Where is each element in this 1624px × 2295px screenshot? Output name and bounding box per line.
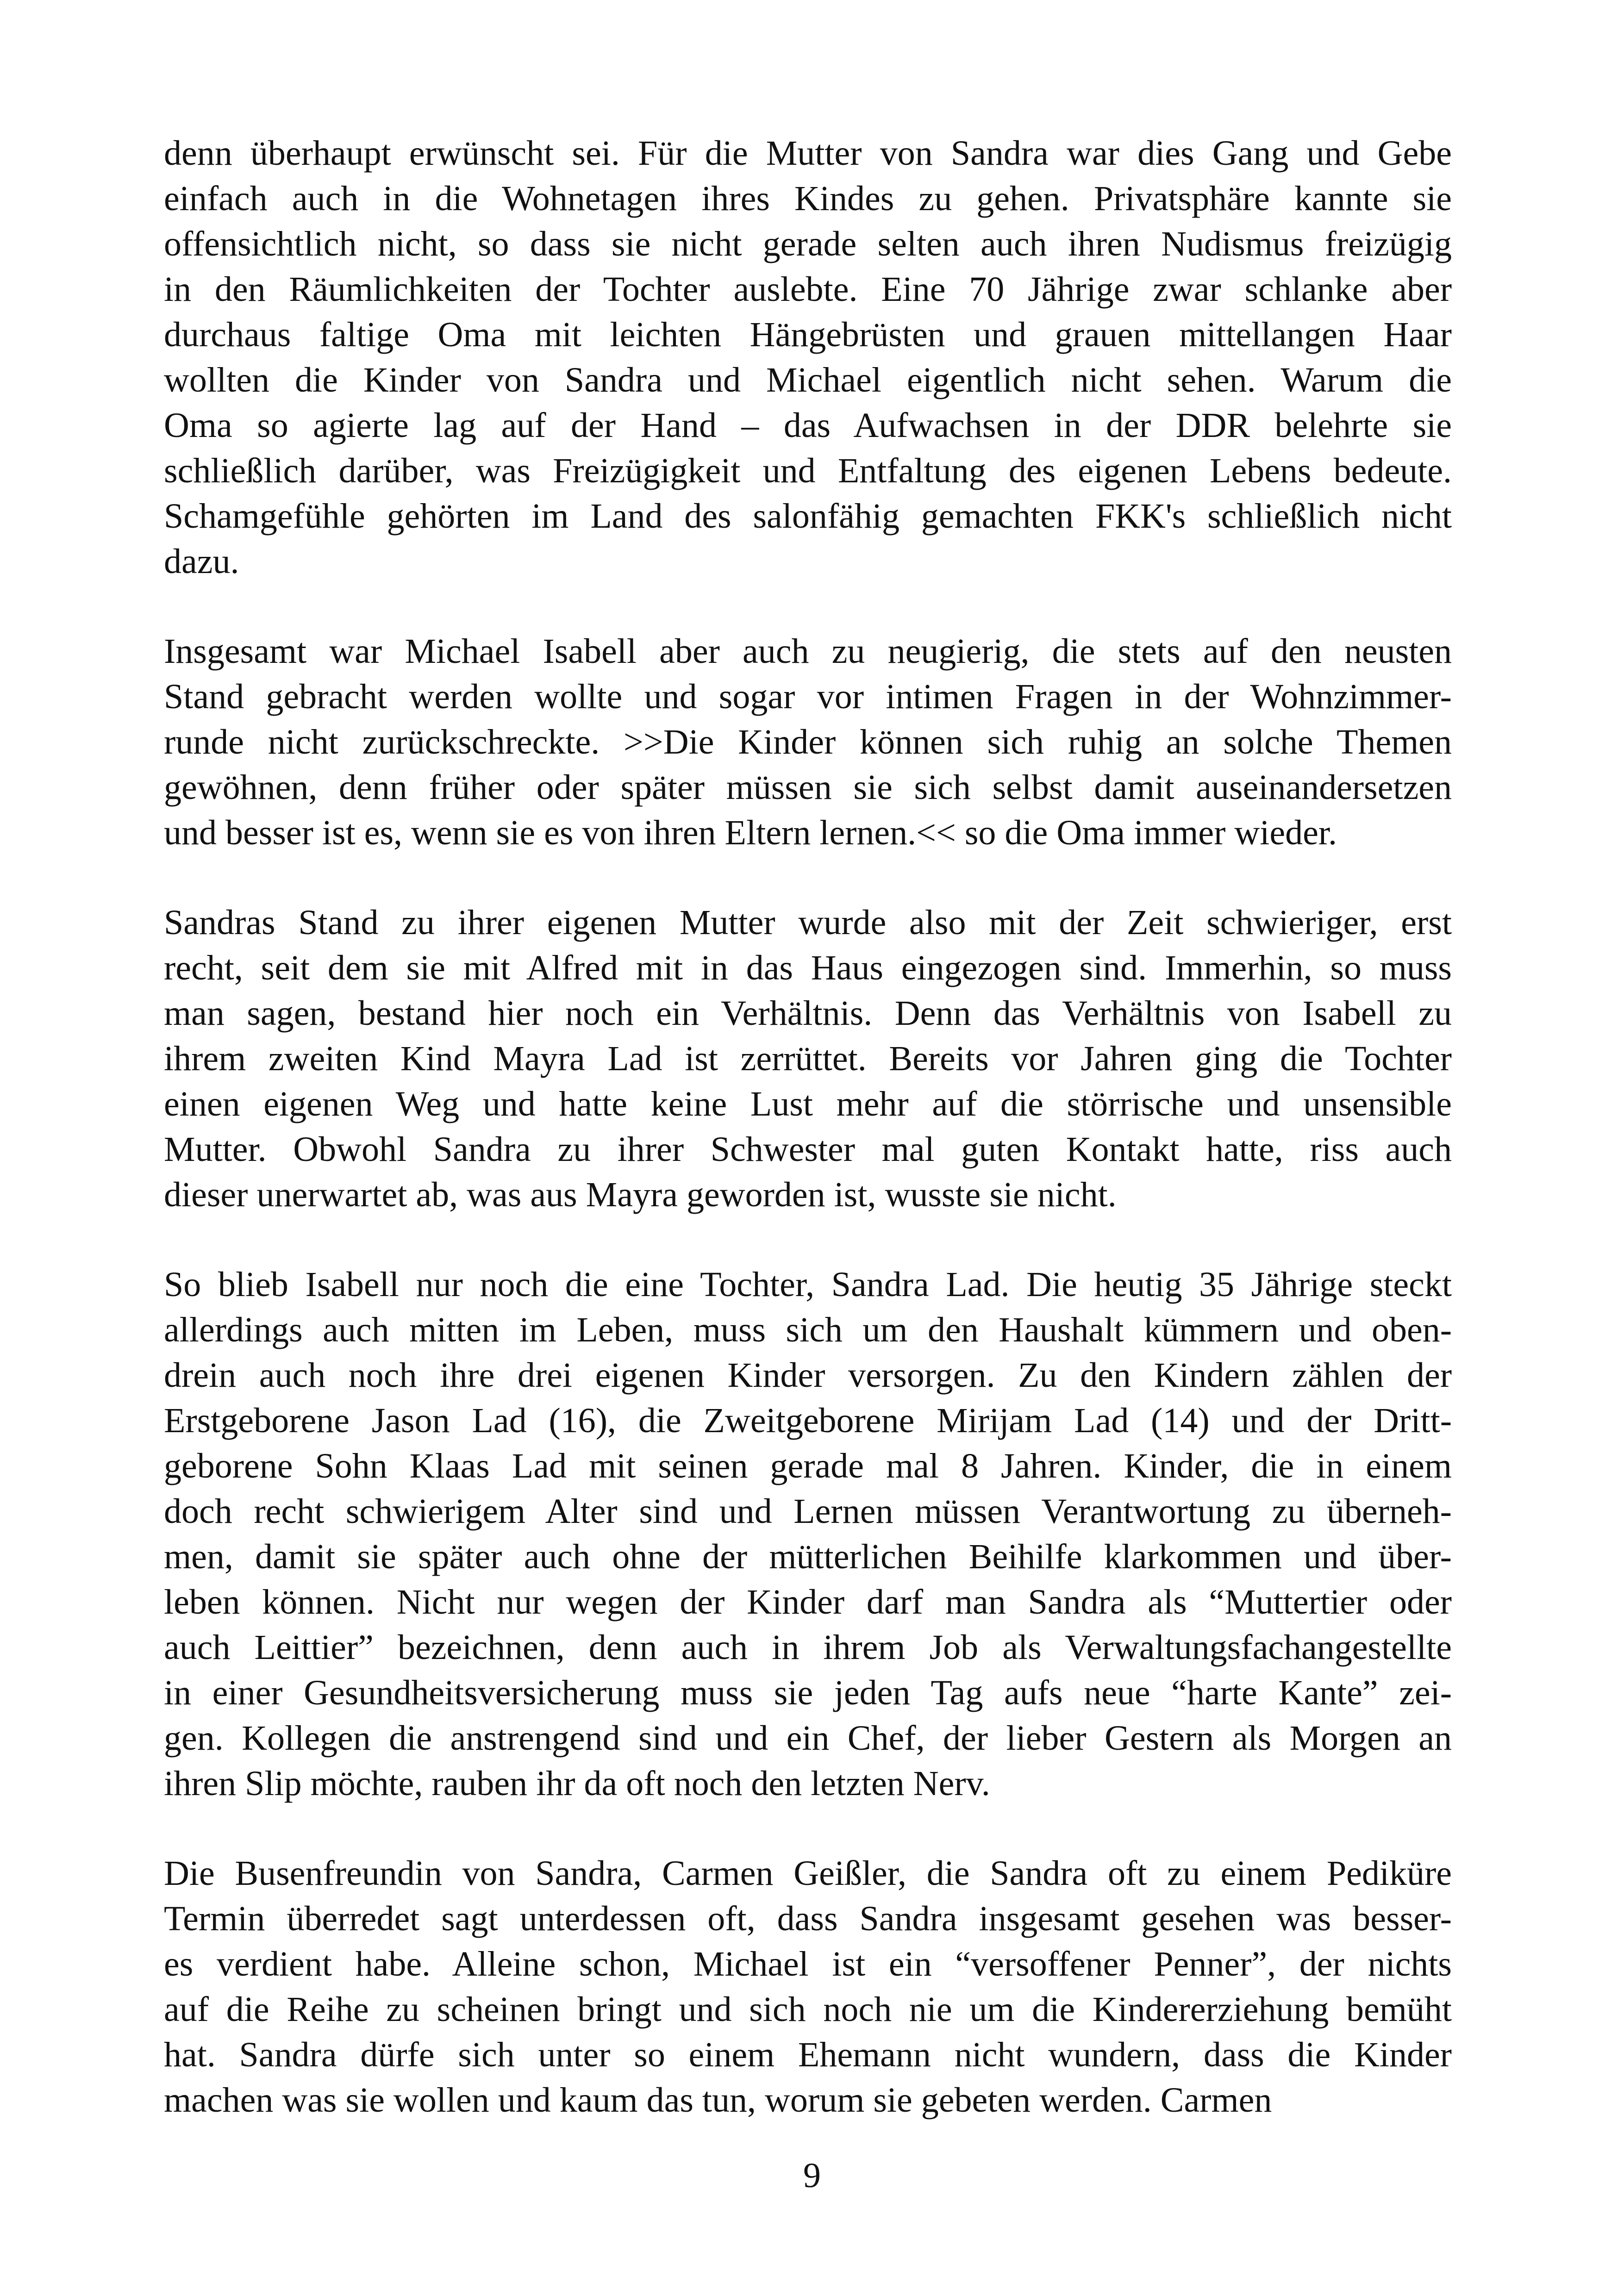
paragraph [164,900,1452,1217]
paragraph [164,629,1452,855]
text-line: Oma so agierte lag auf der Hand – das Aufwachsen in der DDR belehrte sie [164,406,1452,445]
text-line: gen. Kollegen die anstrengend sind und ein Chef, der lieber Gestern als Morgen an [164,1719,1452,1758]
paragraph [164,131,1452,584]
text-line: durchaus faltige Oma mit leichten Hängebrüsten und grauen mittellangen Haar [164,315,1452,354]
text-line: allerdings auch mitten im Leben, muss sich um den Haushalt kümmern und oben- [164,1310,1452,1349]
text-line: einen eigenen Weg und hatte keine Lust mehr auf die störrische und unsensible [164,1085,1452,1123]
text-line: auf die Reihe zu scheinen bringt und sich noch nie um die Kindererziehung bemüht [164,1990,1452,2029]
text-line: in den Räumlichkeiten der Tochter auslebte. Eine 70 Jährige zwar schlanke aber [164,270,1452,309]
text-line: offensichtlich nicht, so dass sie nicht gerade selten auch ihren Nudismus freizügig [164,225,1452,263]
text-line: auch Leittier” bezeichnen, denn auch in ihrem Job als Verwaltungsfachangestellte [164,1628,1452,1667]
text-line: man sagen, bestand hier noch ein Verhältnis. Denn das Verhältnis von Isabell zu [164,994,1452,1033]
text-line: Die Busenfreundin von Sandra, Carmen Geißler, die Sandra oft zu einem Pediküre [164,1854,1452,1893]
body-text [164,131,1452,2167]
text-line: wollten die Kinder von Sandra und Michael eigentlich nicht sehen. Warum die [164,361,1452,399]
text-line: einfach auch in die Wohnetagen ihres Kindes zu gehen. Privatsphäre kannte sie [164,179,1452,218]
text-line: runde nicht zurückschreckte. >>Die Kinder können sich ruhig an solche Themen [164,723,1452,761]
text-line: Erstgeborene Jason Lad (16), die Zweitgeborene Mirijam Lad (14) und der Dritt- [164,1401,1452,1440]
text-line: Sandras Stand zu ihrer eigenen Mutter wurde also mit der Zeit schwieriger, erst [164,903,1452,942]
text-line: es verdient habe. Alleine schon, Michael ist ein “versoffener Penner”, der nichts [164,1945,1452,1983]
text-line: doch recht schwierigem Alter sind und Lernen müssen Verantwortung zu überneh- [164,1492,1452,1531]
text-line: Mutter. Obwohl Sandra zu ihrer Schwester mal guten Kontakt hatte, riss auch [164,1130,1452,1169]
paragraph [164,1851,1452,2123]
text-line: ihrem zweiten Kind Mayra Lad ist zerrüttet. Bereits vor Jahren ging die Tochter [164,1039,1452,1078]
text-line: machen was sie wollen und kaum das tun, worum sie gebeten werden. Carmen [164,2081,1272,2120]
text-line: schließlich darüber, was Freizügigkeit und Entfaltung des eigenen Lebens bedeute. [164,451,1452,490]
text-line: Schamgefühle gehörten im Land des salonfähig gemachten FKK's schließlich nicht [164,497,1452,536]
text-line: So blieb Isabell nur noch die eine Tochter, Sandra Lad. Die heutig 35 Jährige steckt [164,1265,1452,1304]
text-line: geborene Sohn Klaas Lad mit seinen gerade mal 8 Jahren. Kinder, die in einem [164,1447,1452,1485]
text-line: dazu. [164,542,239,581]
text-line: hat. Sandra dürfe sich unter so einem Ehemann nicht wundern, dass die Kinder [164,2035,1452,2074]
text-line: ihren Slip möchte, rauben ihr da oft noch den letzten Nerv. [164,1764,990,1803]
text-line: recht, seit dem sie mit Alfred mit in das Haus eingezogen sind. Immerhin, so muss [164,948,1452,987]
paragraph [164,1262,1452,1806]
text-line: und besser ist es, wenn sie es von ihren Eltern lernen.<< so die Oma immer wieder. [164,813,1337,852]
text-line: Insgesamt war Michael Isabell aber auch zu neugierig, die stets auf den neusten [164,632,1452,671]
text-line: leben können. Nicht nur wegen der Kinder darf man Sandra als “Muttertier oder [164,1583,1452,1621]
text-line: denn überhaupt erwünscht sei. Für die Mutter von Sandra war dies Gang und Gebe [164,134,1452,173]
page-number: 9 [803,2156,821,2195]
text-line: men, damit sie später auch ohne der mütterlichen Beihilfe klarkommen und über- [164,1537,1452,1576]
text-line: Termin überredet sagt unterdessen oft, dass Sandra insgesamt gesehen was besser- [164,1899,1452,1938]
text-line: gewöhnen, denn früher oder später müssen sie sich selbst damit auseinandersetzen [164,768,1452,807]
text-line: in einer Gesundheitsversicherung muss sie jeden Tag aufs neue “harte Kante” zei- [164,1673,1452,1712]
text-line: Stand gebracht werden wollte und sogar vor intimen Fragen in der Wohnzimmer- [164,677,1452,716]
text-line: drein auch noch ihre drei eigenen Kinder versorgen. Zu den Kindern zählen der [164,1356,1452,1395]
text-line: dieser unerwartet ab, was aus Mayra geworden ist, wusste sie nicht. [164,1175,1117,1214]
